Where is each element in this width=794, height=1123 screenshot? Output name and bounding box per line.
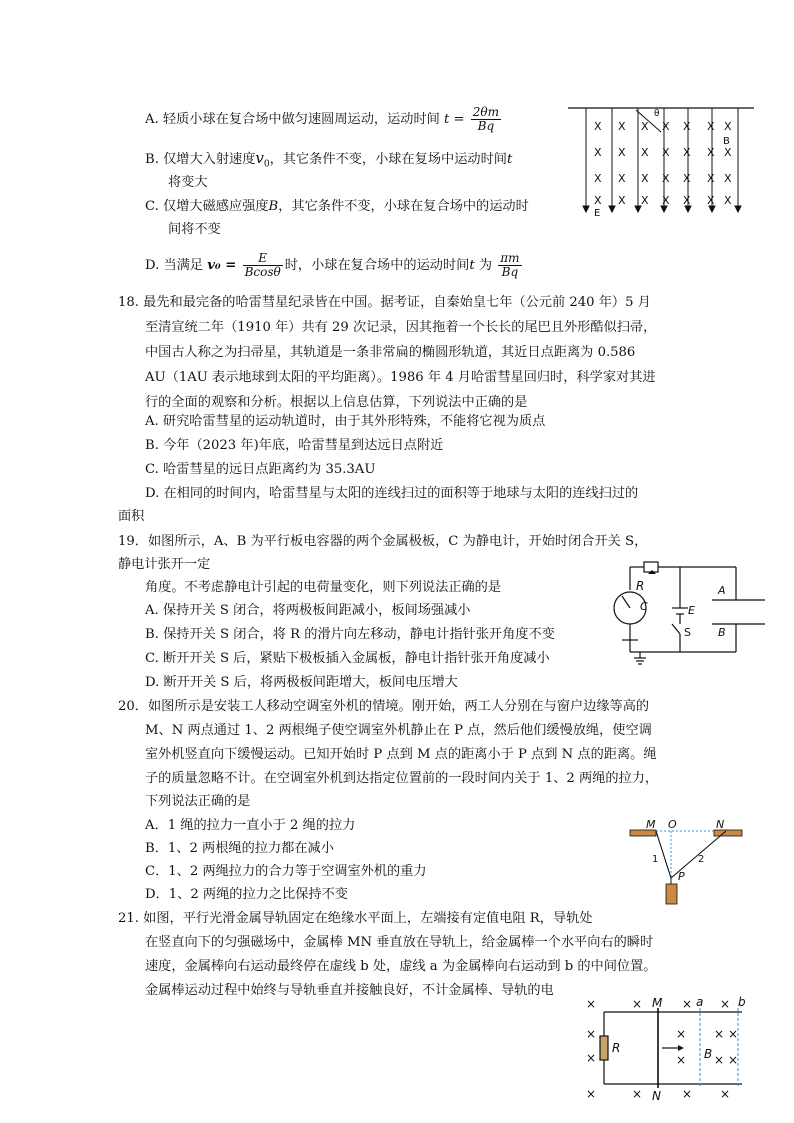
- field-x-mark: X: [594, 172, 602, 185]
- field-arrowhead: [609, 206, 615, 212]
- field-x-mark: X: [662, 146, 670, 159]
- field-x-mark: X: [724, 172, 732, 185]
- q21-line-1: 21. 如图，平行光滑金属导轨固定在绝缘水平面上，左端接有定值电阻 R，导轨处: [118, 911, 593, 926]
- q18-line-5: 行的全面的观察和分析。根据以上信息估算，下列说法中正确的是: [145, 395, 528, 410]
- field-x-mark: ×: [676, 1027, 687, 1041]
- field-x-mark: X: [641, 172, 649, 185]
- field-x-mark: ×: [586, 1087, 597, 1101]
- q21-b-label: b: [738, 995, 746, 1009]
- field-x-mark: ×: [714, 1053, 725, 1067]
- q17-theta-label: θ: [654, 109, 660, 119]
- q19-circuit-figure: [600, 560, 770, 670]
- q19-option-a: A. 保持开关 S 闭合，将两极板间距减小，板间场强减小: [145, 603, 471, 618]
- q20-line-4: 子的质量忽略不计。在空调室外机到达指定位置前的一段时间内关于 1、2 两绳的拉力，: [145, 771, 659, 786]
- field-x-mark: X: [594, 146, 602, 159]
- q20-option-d: D．1、2 两绳的拉力之比保持不变: [145, 887, 348, 902]
- field-x-mark: X: [683, 120, 691, 133]
- field-x-mark: X: [641, 120, 649, 133]
- field-x-mark: X: [683, 194, 691, 207]
- field-x-mark: X: [662, 172, 670, 185]
- q19-option-d: D. 断开开关 S 后，将两极板间距增大，板间电压增大: [145, 675, 458, 690]
- field-x-mark: ×: [682, 997, 693, 1011]
- field-x-mark: X: [594, 120, 602, 133]
- field-x-mark: ×: [720, 1087, 731, 1101]
- field-x-mark: X: [618, 194, 626, 207]
- q17-option-a-fraction: $\frac{2\theta m}{Bq}$: [472, 105, 500, 133]
- field-x-mark: ×: [586, 997, 597, 1011]
- field-x-mark: X: [641, 146, 649, 159]
- q20-option-b: B．1、2 两根绳的拉力都在减小: [145, 841, 334, 856]
- q18-option-b: B. 今年（2023 年)年底，哈雷彗星到达远日点附近: [145, 438, 444, 453]
- field-x-mark: ×: [586, 1027, 597, 1041]
- q18-line-2: 至清宣统二年（1910 年）共有 29 次记录，因其拖着一个长长的尾巴且外形酷似扫帚，: [145, 320, 657, 335]
- field-arrowhead: [735, 206, 741, 212]
- q17-b-label: B: [723, 136, 730, 147]
- q21-a-label: a: [696, 995, 704, 1009]
- field-x-mark: ×: [728, 1027, 739, 1041]
- q19-option-c: C. 断开开关 S 后，紧贴下极板插入金属板，静电计指针张开角度减小: [145, 651, 550, 666]
- q19-a-label: A: [718, 584, 726, 597]
- q17-option-c-line2: 间将不变: [168, 222, 221, 237]
- q17-e-label: E: [594, 208, 601, 219]
- field-x-mark: ×: [682, 1087, 693, 1101]
- q19-e-label: E: [688, 604, 695, 617]
- field-x-mark: ×: [720, 997, 731, 1011]
- field-x-mark: X: [683, 172, 691, 185]
- q18-option-a: A. 研究哈雷彗星的运动轨道时，由于其外形特殊，不能将它视为质点: [145, 414, 546, 429]
- field-x-mark: X: [662, 194, 670, 207]
- q19-line-2: 静电计张开一定: [118, 557, 211, 572]
- q21-r-label: R: [612, 1041, 621, 1055]
- q17-option-d: D. 当满足 v₀ = $\frac{E}{Bcos\theta}$ 时，小球在复合场中的运动时间t 为 $\frac{\pi m}{Bq}$: [145, 251, 520, 279]
- field-x-mark: X: [707, 146, 715, 159]
- q18-option-d: D. 在相同的时间内，哈雷彗星与太阳的连线扫过的面积等于地球与太阳的连线扫过的: [145, 486, 639, 501]
- field-x-mark: X: [618, 146, 626, 159]
- q21-rails-figure: [582, 992, 754, 1104]
- q20-n-label: N: [716, 818, 725, 831]
- q19-c-label: C: [640, 600, 648, 613]
- q21-n-label: N: [652, 1089, 661, 1103]
- q17-field-figure: [566, 102, 756, 222]
- q20-ropes-figure: [628, 818, 748, 908]
- q21-line-4: 金属棒运动过程中始终与导轨垂直并接触良好，不计金属棒、导轨的电: [145, 983, 554, 998]
- field-arrowhead: [583, 206, 589, 212]
- q18-line-4: AU（1AU 表示地球到太阳的平均距离）。1986 年 4 月哈雷彗星回归时，科学家对其进: [145, 370, 656, 385]
- field-x-mark: ×: [676, 1053, 687, 1067]
- q21-b-field-label: B: [704, 1047, 713, 1061]
- q19-line-3: 角度。不考虑静电计引起的电荷量变化，则下列说法正确的是: [145, 580, 502, 595]
- q20-line-5: 下列说法正确的是: [145, 794, 251, 809]
- q19-b-label: B: [718, 626, 726, 639]
- field-x-mark: X: [707, 194, 715, 207]
- q19-option-b: B. 保持开关 S 闭合，将 R 的滑片向左移动，静电计指针张开角度不变: [145, 627, 555, 642]
- q19-r-label: R: [636, 579, 645, 593]
- q21-line-2: 在竖直向下的匀强磁场中，金属棒 MN 垂直放在导轨上，给金属棒一个水平向右的瞬时: [145, 935, 654, 950]
- field-x-mark: X: [724, 120, 732, 133]
- field-x-mark: X: [724, 146, 732, 159]
- q17-option-b-line2: 将变大: [168, 175, 208, 190]
- q21-m-label: M: [652, 996, 663, 1010]
- q19-line-1: 19．如图所示，A、B 为平行板电容器的两个金属极板，C 为静电计，开始时闭合开关 S，: [118, 534, 648, 549]
- field-x-mark: X: [707, 172, 715, 185]
- q20-p-label: P: [678, 870, 685, 883]
- q17-option-a: A. 轻质小球在复合场中做匀速圆周运动，运动时间 t = $\frac{2\theta m}{Bq}$: [145, 105, 500, 133]
- field-x-mark: X: [724, 194, 732, 207]
- q20-o-label: O: [668, 818, 677, 831]
- q20-option-c: C．1、2 两绳拉力的合力等于空调室外机的重力: [145, 864, 427, 879]
- field-x-mark: X: [662, 120, 670, 133]
- q20-line-2: M、N 两点通过 1、2 两根绳子使空调室外机静止在 P 点，然后他们缓慢放绳，使空调: [145, 723, 652, 738]
- field-x-mark: X: [641, 194, 649, 207]
- field-x-mark: ×: [632, 997, 643, 1011]
- q17-option-c: C. 仅增大磁感应强度B，其它条件不变，小球在复合场中的运动时: [145, 199, 529, 214]
- q17-option-d-fraction-2: $\frac{\pi m}{Bq}$: [500, 251, 520, 279]
- q18-option-c: C. 哈雷彗星的远日点距离约为 35.3AU: [145, 462, 376, 477]
- q18-line-1: 18. 最先和最完备的哈雷彗星纪录皆在中国。据考证，自秦始皇七年（公元前 240 年）5 月: [118, 295, 651, 310]
- q18-line-3: 中国古人称之为扫帚星，其轨道是一条非常扁的椭圆形轨道，其近日点距离为 0.586: [145, 345, 636, 360]
- q20-m-label: M: [646, 818, 656, 831]
- q18-option-d-line2: 面积: [118, 509, 145, 524]
- field-x-mark: ×: [586, 1051, 597, 1065]
- q20-line-1: 20．如图所示是安装工人移动空调室外机的情境。刚开始，两工人分别在与窗户边缘等高的: [118, 699, 650, 714]
- q20-line-3: 室外机竖直向下缓慢运动。已知开始时 P 点到 M 点的距离小于 P 点到 N 点的距离。绳: [145, 747, 657, 762]
- field-x-mark: ×: [632, 1087, 643, 1101]
- q19-s-label: S: [684, 626, 691, 639]
- q20-rope2-label: 2: [698, 854, 705, 865]
- field-x-mark: X: [683, 146, 691, 159]
- field-x-mark: X: [618, 172, 626, 185]
- field-x-mark: X: [707, 120, 715, 133]
- field-x-mark: ×: [714, 1027, 725, 1041]
- field-x-mark: X: [618, 120, 626, 133]
- q17-option-d-fraction-1: $\frac{E}{Bcos\theta}$: [244, 251, 281, 279]
- q20-rope1-label: 1: [652, 854, 659, 865]
- field-x-mark: ×: [728, 1053, 739, 1067]
- field-x-mark: X: [594, 194, 602, 207]
- q17-option-b: B. 仅增大入射速度$v_0$，其它条件不变，小球在复场中运动时间t: [145, 149, 513, 170]
- q21-line-3: 速度，金属棒向右运动最终停在虚线 b 处，虚线 a 为金属棒向右运动到 b 的中间位置。: [145, 959, 657, 974]
- q20-option-a: A．1 绳的拉力一直小于 2 绳的拉力: [145, 818, 356, 833]
